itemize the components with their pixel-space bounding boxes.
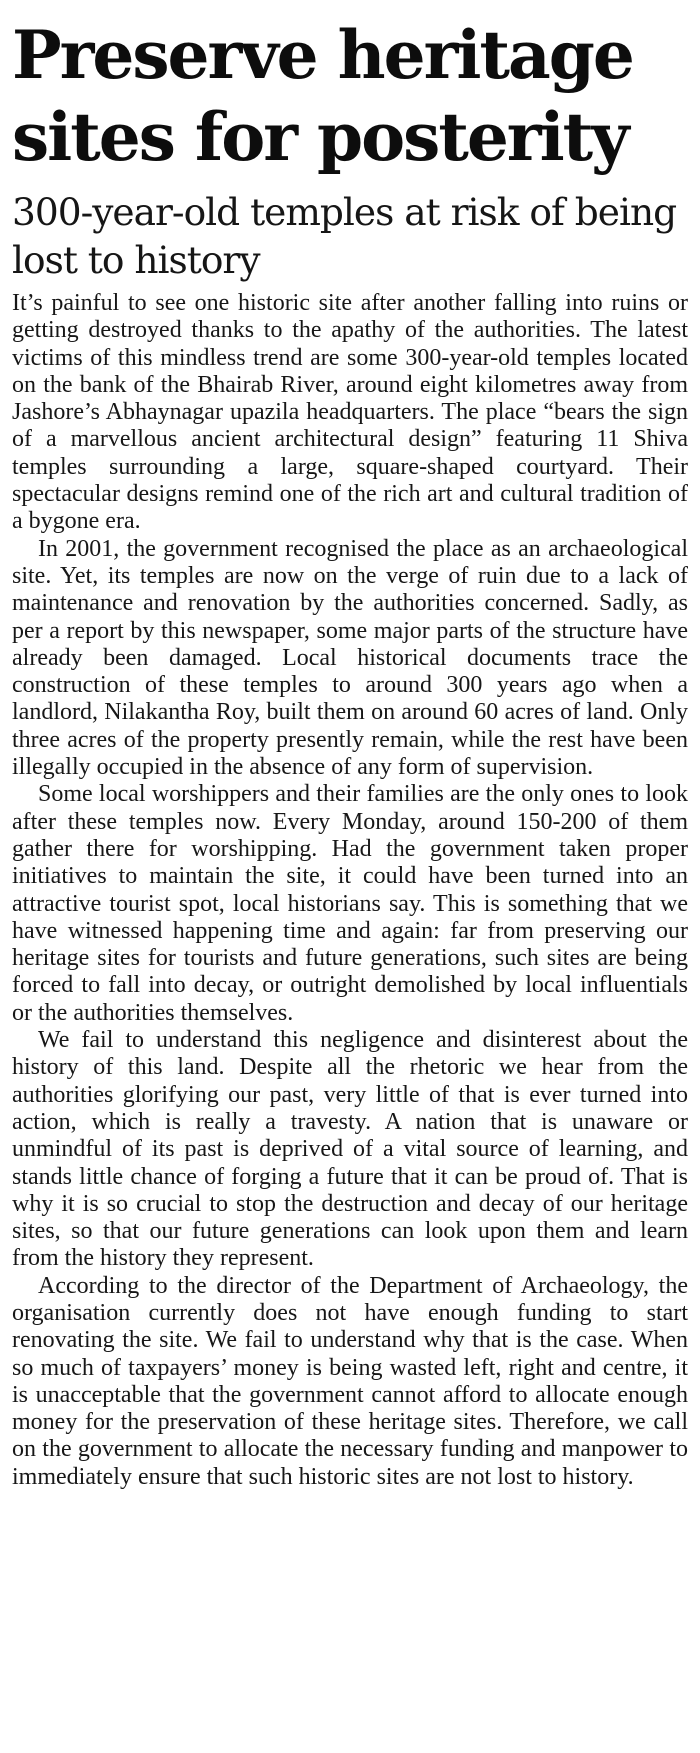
paragraph: In 2001, the government recognised the place as an archaeological site. Yet, its temples are now on the verge of ruin due to a lack of maintenance and renovation by the authorities concerned. Sadly, as per a report by this newspaper, some major parts of the structure have already been damaged. Local historical documents trace the construction of these temples to around 300 years ago when a landlord, Nilakantha Roy, built them on around 60 acres of land. Only three acres of the property presently remain, while the rest have been illegally occupied in the absence of any form of supervision. <box>12 535 688 781</box>
headline: Preserve heritage sites for posterity <box>12 16 633 176</box>
paragraph: According to the director of the Department of Archaeology, the organisation currently does not have enough funding to start renovating the site. We fail to understand why that is the case. When so much of taxpayers’ money is being wasted left, right and centre, it is unacceptable that the government cannot afford to allocate enough money for the preservation of these heritage sites. Therefore, we call on the government to allocate the necessary funding and manpower to immediately ensure that such historic sites are not lost to history. <box>12 1272 688 1490</box>
paragraph: Some local worshippers and their families are the only ones to look after these temples now. Every Monday, around 150-200 of them gather there for worshipping. Had the government taken proper initiatives to maintain the site, it could have been turned into an attractive tourist spot, local historians say. This is something that we have witnessed happening time and again: far from preserving our heritage sites for tourists and future generations, such sites are being forced to fall into decay, or outright demolished by local influentials or the authorities themselves. <box>12 781 688 1026</box>
article-body <box>12 290 688 1491</box>
paragraph: We fail to understand this negligence and disinterest about the history of this land. Despite all the rhetoric we hear from the authorities glorifying our past, very little of that is ever turned into action, which is really a travesty. A nation that is unaware or unmindful of its past is deprived of a vital source of learning, and stands little chance of forging a future that it can be proud of. That is why it is so crucial to stop the destruction and decay of our heritage sites, so that our future generations can look upon them and learn from the history they represent. <box>12 1027 688 1272</box>
subheadline: 300-year-old temples at risk of being lost to history <box>12 190 677 282</box>
paragraph: It’s painful to see one historic site after another falling into ruins or getting destroyed thanks to the apathy of the authorities. The latest victims of this mindless trend are some 300-year-old temples located on the bank of the Bhairab River, around eight kilometres away from Jashore’s Abhaynagar upazila headquarters. The place “bears the sign of a marvellous ancient architectural design” featuring 11 Shiva temples surrounding a large, square-shaped courtyard. Their spectacular designs remind one of the rich art and cultural tradition of a bygone era. <box>12 290 688 535</box>
